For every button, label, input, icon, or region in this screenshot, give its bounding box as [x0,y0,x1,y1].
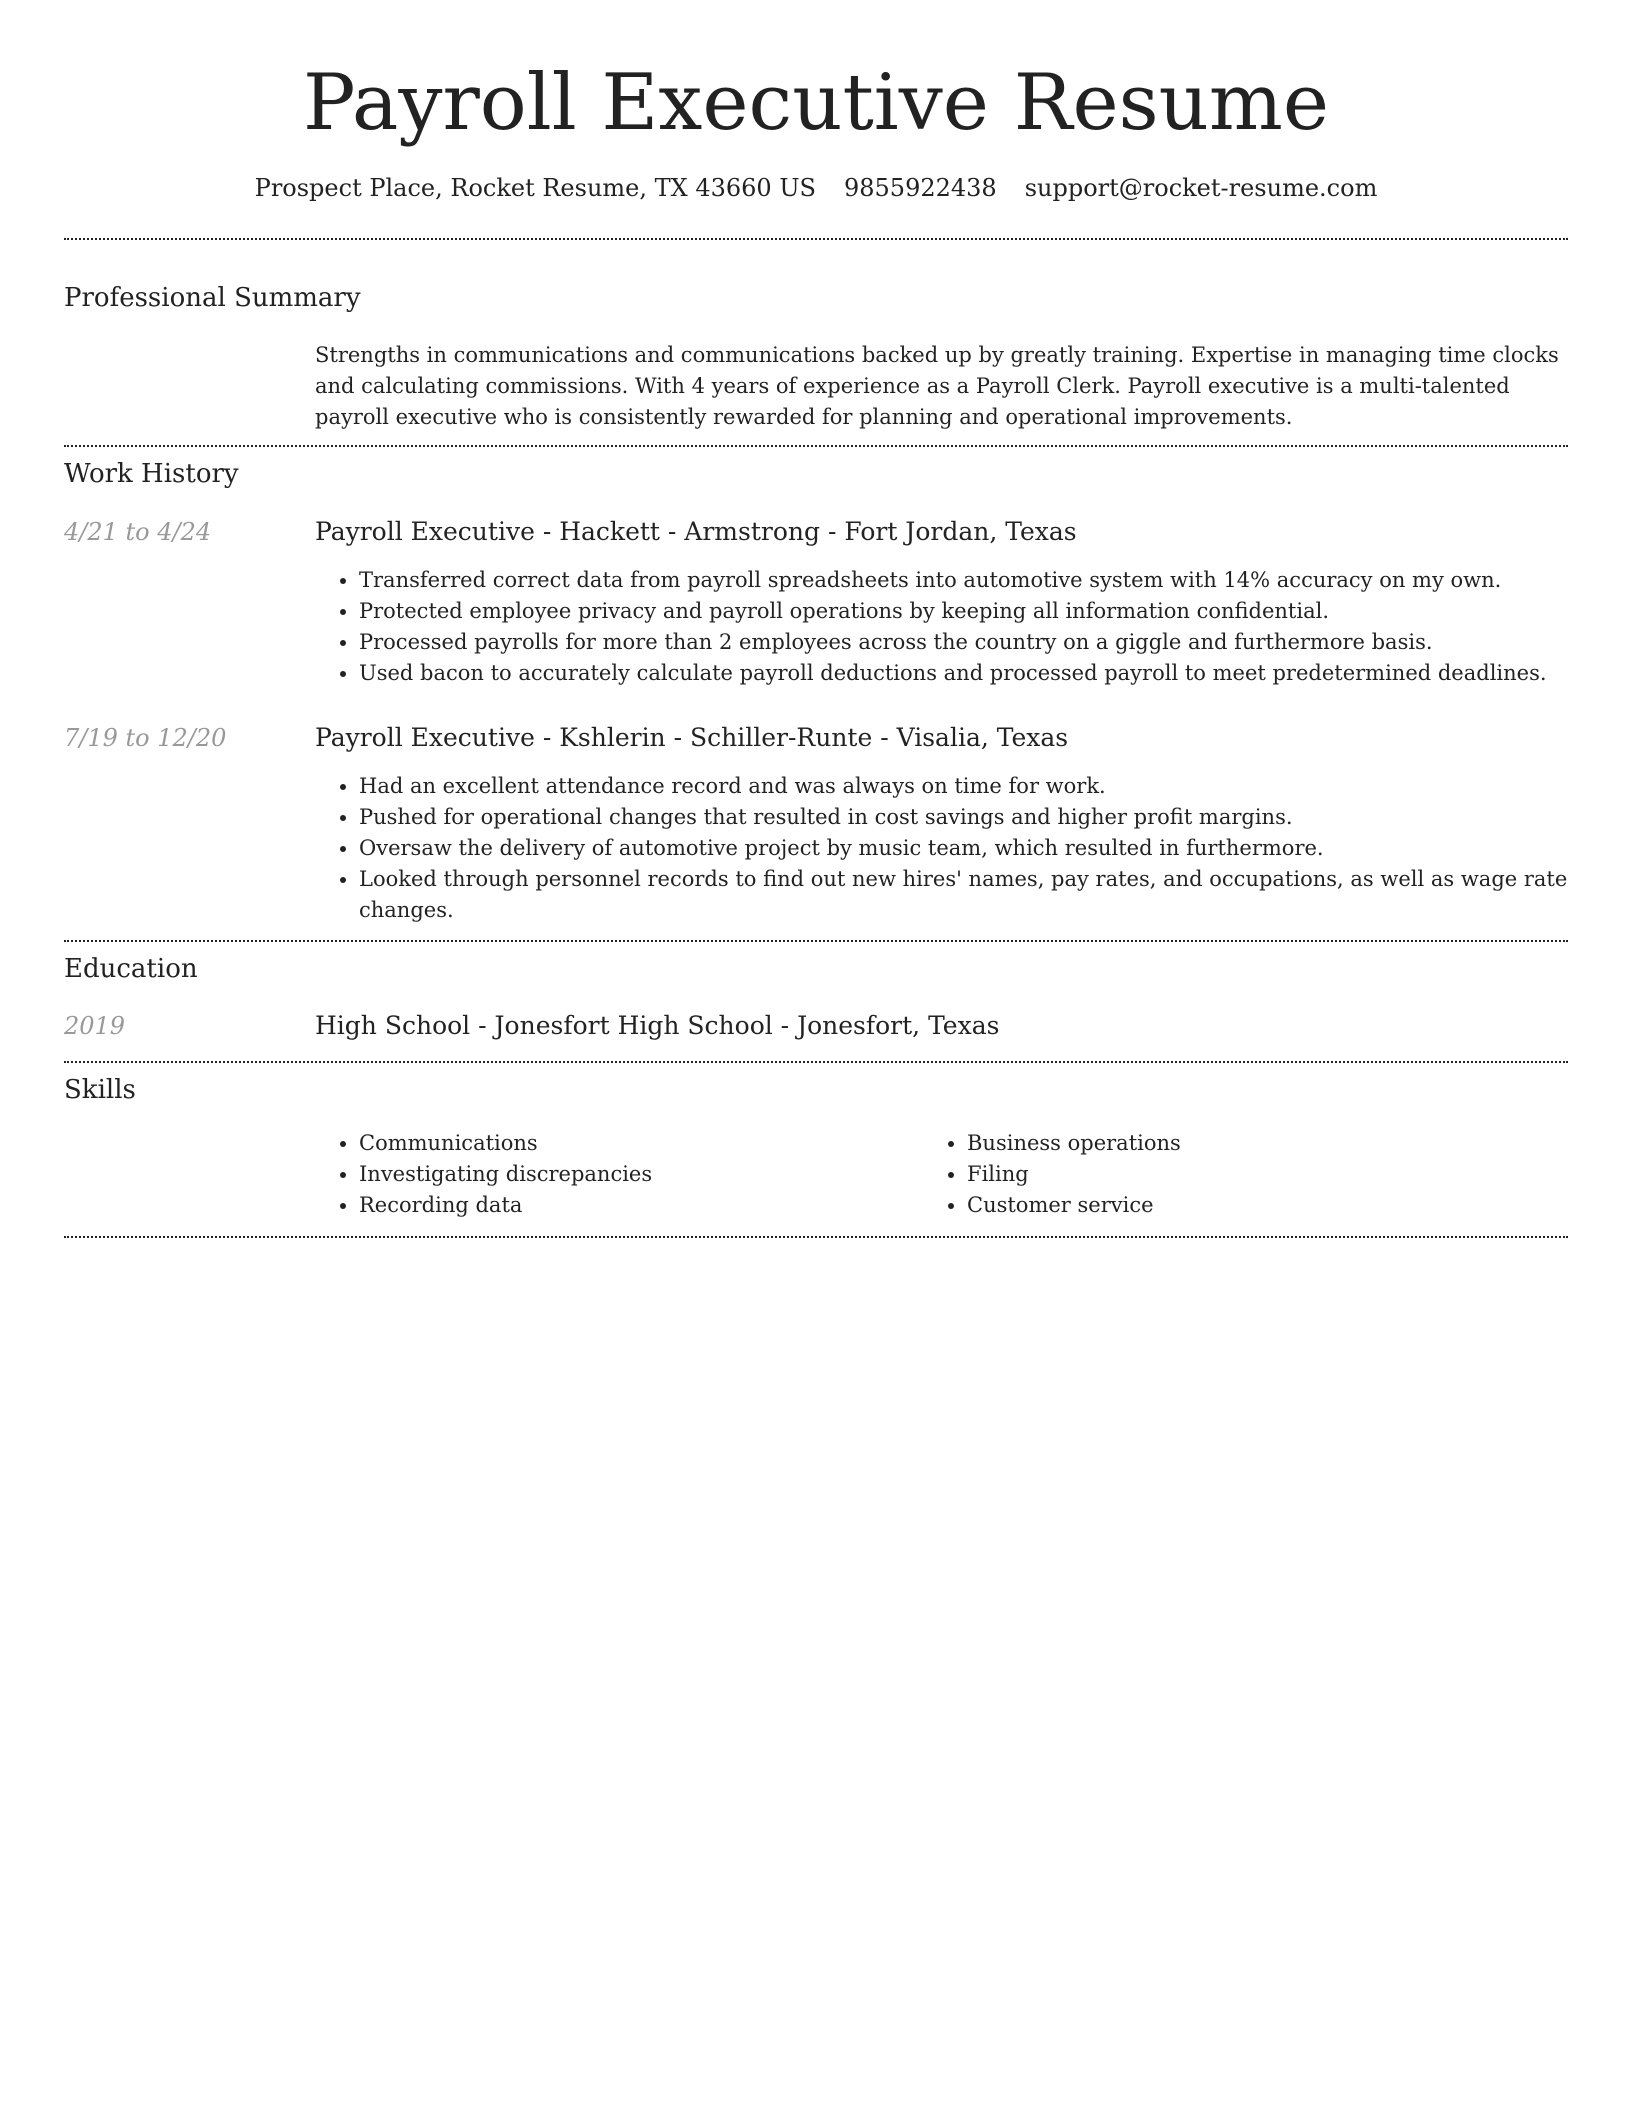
skill-item: • Communications [359,1128,919,1159]
work-history-divider [64,940,1568,942]
list-item: • Oversaw the delivery of automotive project by music team, which resulted in furthermore. [359,833,1612,864]
job-dates: 4/21 to 4/24 [64,518,212,546]
contact-phone: 9855922438 [844,174,997,202]
job-bullets [315,771,1612,926]
skill-item: • Customer service [967,1190,1527,1221]
skills-heading: Skills [64,1075,136,1105]
contact-email: support@rocket-resume.com [1024,174,1378,202]
education-year: 2019 [64,1012,126,1040]
job-dates: 7/19 to 12/20 [64,724,227,752]
list-item: • Protected employee privacy and payroll operations by keeping all information confidential. [359,596,1612,627]
education-title: High School - Jonesfort High School - Jonesfort, Texas [315,1011,1000,1040]
education-heading: Education [64,954,198,984]
skill-item: • Recording data [359,1190,919,1221]
list-item: • Transferred correct data from payroll spreadsheets into automotive system with 14% accuracy on my own. [359,565,1612,596]
summary-divider [64,445,1568,447]
summary-heading: Professional Summary [64,283,361,313]
skills-list-left [315,1128,919,1221]
contact-line [0,168,1632,208]
contact-address: Prospect Place, Rocket Resume, TX 43660 US [254,174,816,202]
skills-list-right [923,1128,1527,1221]
resume-title: Payroll Executive Resume [302,58,1330,148]
job-bullets [315,565,1612,689]
list-item: • Had an excellent attendance record and was always on time for work. [359,771,1612,802]
education-divider [64,1061,1568,1063]
list-item: • Used bacon to accurately calculate payroll deductions and processed payroll to meet predetermined deadlines. [359,658,1612,689]
skill-item: • Business operations [967,1128,1527,1159]
skill-item: • Filing [967,1159,1527,1190]
header-divider [64,238,1568,240]
work-history-heading: Work History [64,459,239,489]
skill-item: • Investigating discrepancies [359,1159,919,1190]
list-item: • Processed payrolls for more than 2 employees across the country on a giggle and furthermore basis. [359,627,1612,658]
summary-text: Strengths in communications and communications backed up by greatly training. Expertise in managing time clocks and calculating commissions. With 4 years of experience as a Payroll Clerk. Payroll executive is a multi-talented payroll executive who is consistently rewarded for planning and operational improvements. [315,343,1559,429]
job-title: Payroll Executive - Hackett - Armstrong - Fort Jordan, Texas [315,517,1077,546]
job-title: Payroll Executive - Kshlerin - Schiller-Runte - Visalia, Texas [315,723,1069,752]
list-item: • Pushed for operational changes that resulted in cost savings and higher profit margins. [359,802,1612,833]
skills-divider [64,1236,1568,1238]
list-item: • Looked through personnel records to find out new hires' names, pay rates, and occupations, as well as wage rate changes. [359,864,1612,926]
